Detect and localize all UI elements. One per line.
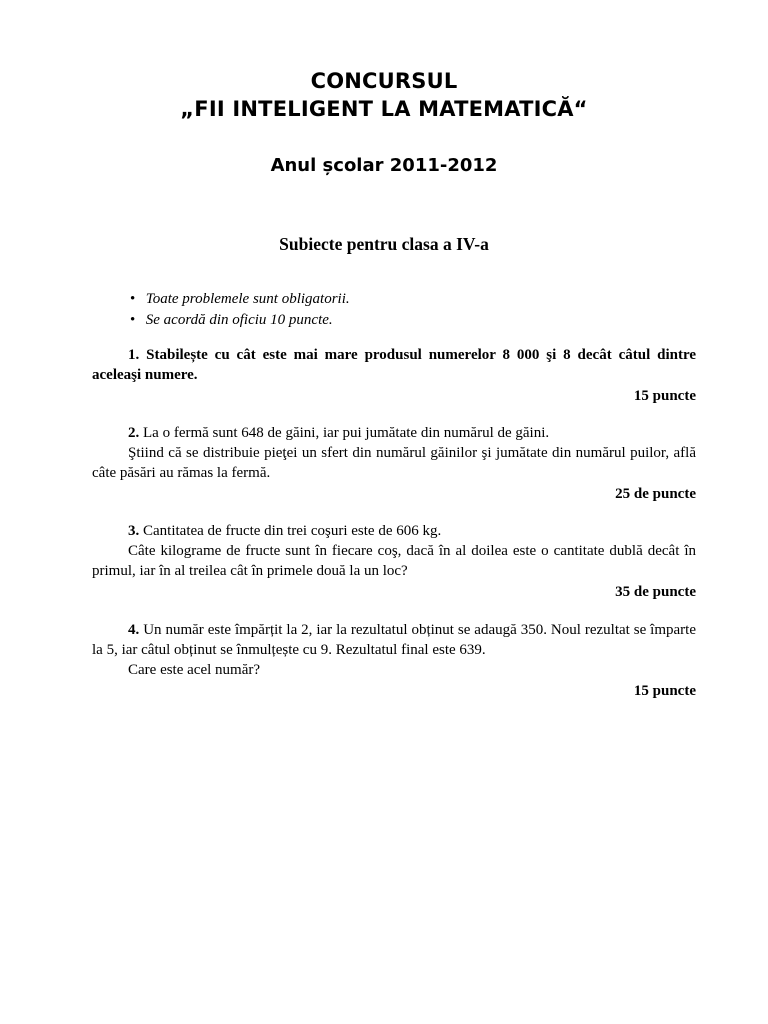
problem-text [92, 443, 696, 483]
problem-text [92, 620, 696, 660]
bullet-icon: • [130, 291, 136, 307]
problem-2 [92, 423, 696, 504]
subject-heading: Subiecte pentru clasa a IV-a [279, 234, 489, 254]
rules-list [130, 289, 350, 331]
problem-text [92, 660, 696, 680]
problem-number: 1. [128, 347, 140, 363]
points-label: 15 puncte [633, 388, 696, 404]
problem-3 [92, 521, 696, 602]
problem-line: La o fermă sunt 648 de găini, iar pui jumătate din numărul de găini. [143, 425, 550, 441]
problem-text [92, 521, 696, 541]
school-year: Anul școlar 2011-2012 [270, 155, 498, 176]
problem-number: 3. [128, 523, 140, 539]
problem-line: Un număr este împărțit la 2, iar la rezultatul obținut se adaugă 350. Noul rezultat se împarte la 5, iar câtul obținut se înmulțește cu 9. Rezultatul final este 639. [92, 622, 696, 658]
rule-item [130, 289, 350, 310]
points-label: 15 puncte [633, 683, 696, 699]
points-label: 25 de puncte [615, 486, 696, 502]
contest-title: CONCURSUL [310, 69, 458, 93]
contest-name: „FII INTELIGENT LA MATEMATICĂ“ [180, 97, 588, 121]
problem-text [92, 345, 696, 385]
problem-line: Care este acel număr? [128, 662, 261, 678]
bullet-icon: • [130, 312, 136, 328]
rule-text: Se acordă din oficiu 10 puncte. [145, 312, 333, 328]
problem-1 [92, 345, 696, 406]
points-label: 35 de puncte [615, 584, 696, 600]
problem-line: Câte kilograme de fructe sunt în fiecare coş, dacă în al doilea este o cantitate dublă decât în primul, iar în al treilea cât în primele două la un loc? [92, 543, 696, 579]
problem-number: 2. [128, 425, 140, 441]
problem-line: Ştiind că se distribuie pieţei un sfert din numărul găinilor şi jumătate din numărul puilor, află câte păsări au rămas la fermă. [92, 445, 696, 481]
problem-text [92, 541, 696, 581]
rule-item [130, 310, 350, 331]
problem-text [92, 423, 696, 443]
rule-text: Toate problemele sunt obligatorii. [145, 291, 350, 307]
problem-line: Stabilește cu cât este mai mare produsul numerelor 8 000 şi 8 decât câtul dintre aceleaşi numere. [92, 347, 697, 383]
problem-line: Cantitatea de fructe din trei coşuri este de 606 kg. [143, 523, 442, 539]
problem-4 [92, 620, 696, 701]
problem-number: 4. [128, 622, 140, 638]
